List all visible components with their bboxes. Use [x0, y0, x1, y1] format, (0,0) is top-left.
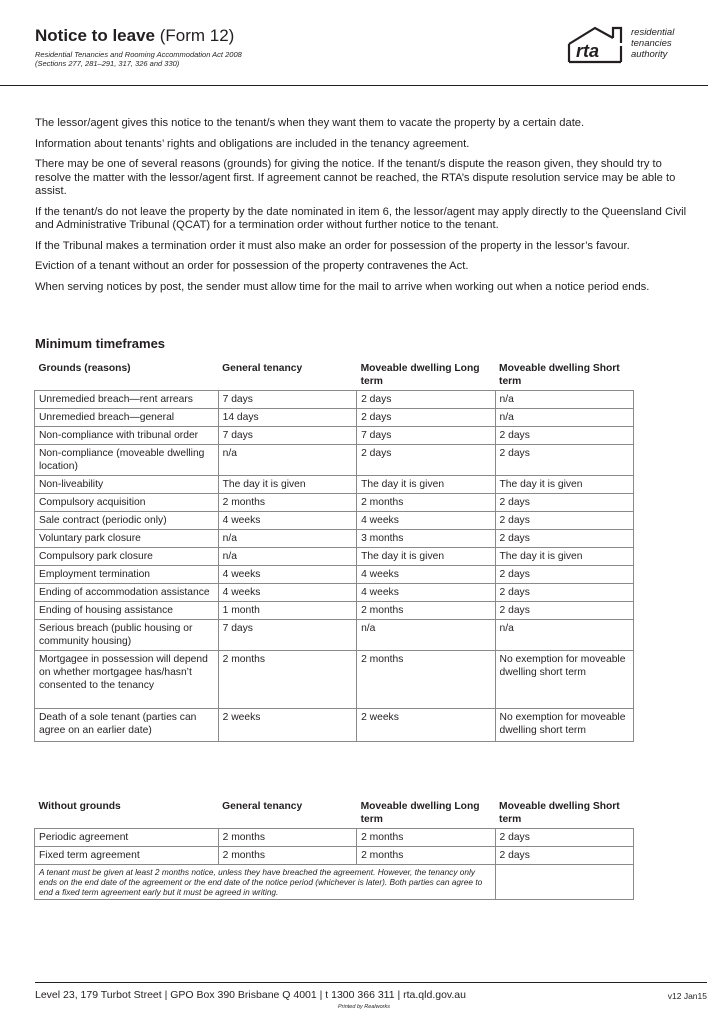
- timeframes-table-body: [35, 391, 634, 742]
- timeframe-cell: 2 days: [495, 427, 633, 445]
- timeframe-cell: 2 months: [218, 847, 356, 865]
- timeframe-cell: No exemption for moveable dwelling short term: [495, 651, 633, 709]
- intro-paragraph: If the Tribunal makes a termination order it must also make an order for possession of the property in the lessor’s favour.: [35, 239, 630, 252]
- section-heading-timeframes: Minimum timeframes: [35, 336, 166, 351]
- table-row: [35, 847, 634, 865]
- ground-cell: Ending of housing assistance: [35, 602, 219, 620]
- timeframe-cell: n/a: [357, 620, 495, 651]
- timeframe-cell: 2 days: [495, 602, 633, 620]
- timeframe-cell: 4 weeks: [218, 584, 356, 602]
- timeframe-cell: 4 weeks: [218, 566, 356, 584]
- logo-mark: rta: [576, 41, 600, 61]
- column-header: Moveable dwelling Short term: [499, 801, 620, 825]
- timeframe-cell: 3 months: [357, 530, 495, 548]
- table-row: [35, 476, 634, 494]
- timeframe-cell: 7 days: [218, 391, 356, 409]
- timeframe-cell: The day it is given: [357, 476, 495, 494]
- timeframe-cell: 4 weeks: [357, 584, 495, 602]
- ground-cell: Unremedied breach—rent arrears: [35, 391, 219, 409]
- timeframes-table: [34, 362, 634, 742]
- timeframe-cell: 2 days: [495, 445, 633, 476]
- timeframe-cell: 2 weeks: [218, 709, 356, 742]
- footer-divider: [35, 982, 707, 983]
- ground-cell: Employment termination: [35, 566, 219, 584]
- timeframe-cell: n/a: [495, 391, 633, 409]
- without-grounds-table: [34, 800, 634, 900]
- without-grounds-table-body: [35, 829, 634, 865]
- table-row: [35, 391, 634, 409]
- table-row: [35, 409, 634, 427]
- timeframe-cell: The day it is given: [357, 548, 495, 566]
- table-row: [35, 427, 634, 445]
- table-cell: [495, 865, 633, 900]
- timeframe-cell: 2 days: [495, 494, 633, 512]
- timeframe-cell: n/a: [218, 530, 356, 548]
- table-row: [35, 584, 634, 602]
- column-header: Without grounds: [38, 801, 121, 812]
- timeframe-cell: 2 months: [218, 651, 356, 709]
- timeframe-cell: 2 months: [357, 602, 495, 620]
- footer-contact: Level 23, 179 Turbot Street | GPO Box 390 Brisbane Q 4001 | t 1300 366 311 | rta.qld.gov.au: [35, 989, 466, 1001]
- ground-cell: Unremedied breach—general: [35, 409, 219, 427]
- fixed-term-note: A tenant must be given at least 2 months notice, unless they have breached the agreement. However, the tenancy only ends on the end date of the agreement or the end date of the notice period (whichever is later). Both parties can agree to end a fixed term agreement early but it must be agreed in writing.: [35, 865, 496, 900]
- table-row: [35, 602, 634, 620]
- printer-credit: Printed by Realworks: [338, 1004, 390, 1010]
- column-header: Moveable dwelling Long term: [360, 801, 480, 825]
- timeframe-cell: 2 days: [495, 829, 633, 847]
- table-row: [35, 512, 634, 530]
- ground-cell: Non-compliance (moveable dwelling location): [35, 445, 219, 476]
- table-row: [35, 620, 634, 651]
- timeframe-cell: 4 weeks: [357, 512, 495, 530]
- act-name: Residential Tenancies and Rooming Accommodation Act 2008: [35, 50, 242, 59]
- timeframe-cell: 4 weeks: [218, 512, 356, 530]
- table-row: [35, 829, 634, 847]
- timeframe-cell: 2 days: [357, 391, 495, 409]
- header-divider: [0, 85, 708, 86]
- timeframe-cell: 14 days: [218, 409, 356, 427]
- timeframe-cell: The day it is given: [495, 548, 633, 566]
- timeframe-cell: 2 months: [357, 494, 495, 512]
- form-number: (Form 12): [155, 26, 235, 45]
- timeframe-cell: 7 days: [218, 620, 356, 651]
- ground-cell: Ending of accommodation assistance: [35, 584, 219, 602]
- table-row: [35, 709, 634, 742]
- timeframe-cell: 7 days: [218, 427, 356, 445]
- ground-cell: Periodic agreement: [35, 829, 219, 847]
- timeframe-cell: 2 months: [357, 651, 495, 709]
- table-row: [35, 530, 634, 548]
- table-row: [35, 494, 634, 512]
- table-row: [35, 651, 634, 709]
- timeframe-cell: n/a: [218, 445, 356, 476]
- timeframe-cell: 2 days: [357, 445, 495, 476]
- logo-word-2: tenancies: [631, 38, 672, 49]
- logo-word-1: residential: [631, 27, 675, 38]
- logo-word-3: authority: [631, 49, 668, 60]
- house-roof-icon: [565, 22, 631, 66]
- timeframe-cell: n/a: [495, 620, 633, 651]
- ground-cell: Mortgagee in possession will depend on whether mortgagee has/hasn’t consented to the tenancy: [35, 651, 219, 709]
- table-header-row: [35, 800, 634, 829]
- ground-cell: Non-compliance with tribunal order: [35, 427, 219, 445]
- ground-cell: Death of a sole tenant (parties can agree on an earlier date): [35, 709, 219, 742]
- ground-cell: Fixed term agreement: [35, 847, 219, 865]
- ground-cell: Compulsory park closure: [35, 548, 219, 566]
- ground-cell: Serious breach (public housing or community housing): [35, 620, 219, 651]
- column-header: General tenancy: [222, 801, 303, 812]
- version-label: v12 Jan15: [667, 991, 707, 1001]
- column-header: Moveable dwelling Short term: [499, 363, 620, 387]
- timeframe-cell: 2 days: [495, 512, 633, 530]
- timeframe-cell: 2 months: [218, 829, 356, 847]
- act-sections: (Sections 277, 281–291, 317, 326 and 330): [35, 59, 180, 68]
- timeframe-cell: 2 days: [495, 847, 633, 865]
- timeframe-cell: n/a: [218, 548, 356, 566]
- timeframe-cell: 2 days: [495, 584, 633, 602]
- column-header: Grounds (reasons): [38, 363, 131, 374]
- timeframe-cell: 2 months: [357, 829, 495, 847]
- table-header-row: [35, 362, 634, 391]
- rta-logo: [565, 22, 690, 72]
- intro-paragraph: When serving notices by post, the sender must allow time for the mail to arrive when working out when a notice period ends.: [35, 280, 650, 293]
- intro-paragraph: Information about tenants’ rights and obligations are included in the tenancy agreement.: [35, 137, 470, 150]
- intro-text: [35, 117, 695, 301]
- form-title-main: Notice to leave: [35, 26, 155, 45]
- intro-paragraph: Eviction of a tenant without an order for possession of the property contravenes the Act.: [35, 260, 469, 272]
- timeframe-cell: 2 days: [495, 530, 633, 548]
- timeframe-cell: 2 weeks: [357, 709, 495, 742]
- table-row: [35, 566, 634, 584]
- timeframe-cell: 4 weeks: [357, 566, 495, 584]
- table-row: [35, 445, 634, 476]
- timeframe-cell: 2 months: [218, 494, 356, 512]
- table-row: [35, 548, 634, 566]
- column-header: Moveable dwelling Long term: [360, 363, 480, 387]
- timeframe-cell: The day it is given: [218, 476, 356, 494]
- table-row: [35, 865, 634, 900]
- intro-paragraph: If the tenant/s do not leave the property by the date nominated in item 6, the lessor/agent may apply directly to the Queensland Civil and Administrative Tribunal (QCAT) for a termination order without further notice to the tenant.: [35, 205, 687, 231]
- column-header: General tenancy: [222, 363, 303, 374]
- timeframe-cell: 1 month: [218, 602, 356, 620]
- timeframe-cell: n/a: [495, 409, 633, 427]
- ground-cell: Non-liveability: [35, 476, 219, 494]
- document-header: [35, 26, 690, 76]
- intro-paragraph: The lessor/agent gives this notice to the tenant/s when they want them to vacate the property by a certain date.: [35, 117, 585, 129]
- ground-cell: Sale contract (periodic only): [35, 512, 219, 530]
- intro-paragraph: There may be one of several reasons (grounds) for giving the notice. If the tenant/s dispute the reason given, they should try to resolve the matter with the lessor/agent first. If agreement cannot be reached, the RTA’s dispute resolution service may be able to assist.: [35, 158, 676, 197]
- timeframe-cell: The day it is given: [495, 476, 633, 494]
- ground-cell: Voluntary park closure: [35, 530, 219, 548]
- timeframe-cell: 2 months: [357, 847, 495, 865]
- logo-wordmark: [631, 27, 674, 60]
- timeframe-cell: 2 days: [357, 409, 495, 427]
- timeframe-cell: No exemption for moveable dwelling short term: [495, 709, 633, 742]
- ground-cell: Compulsory acquisition: [35, 494, 219, 512]
- timeframe-cell: 7 days: [357, 427, 495, 445]
- timeframe-cell: 2 days: [495, 566, 633, 584]
